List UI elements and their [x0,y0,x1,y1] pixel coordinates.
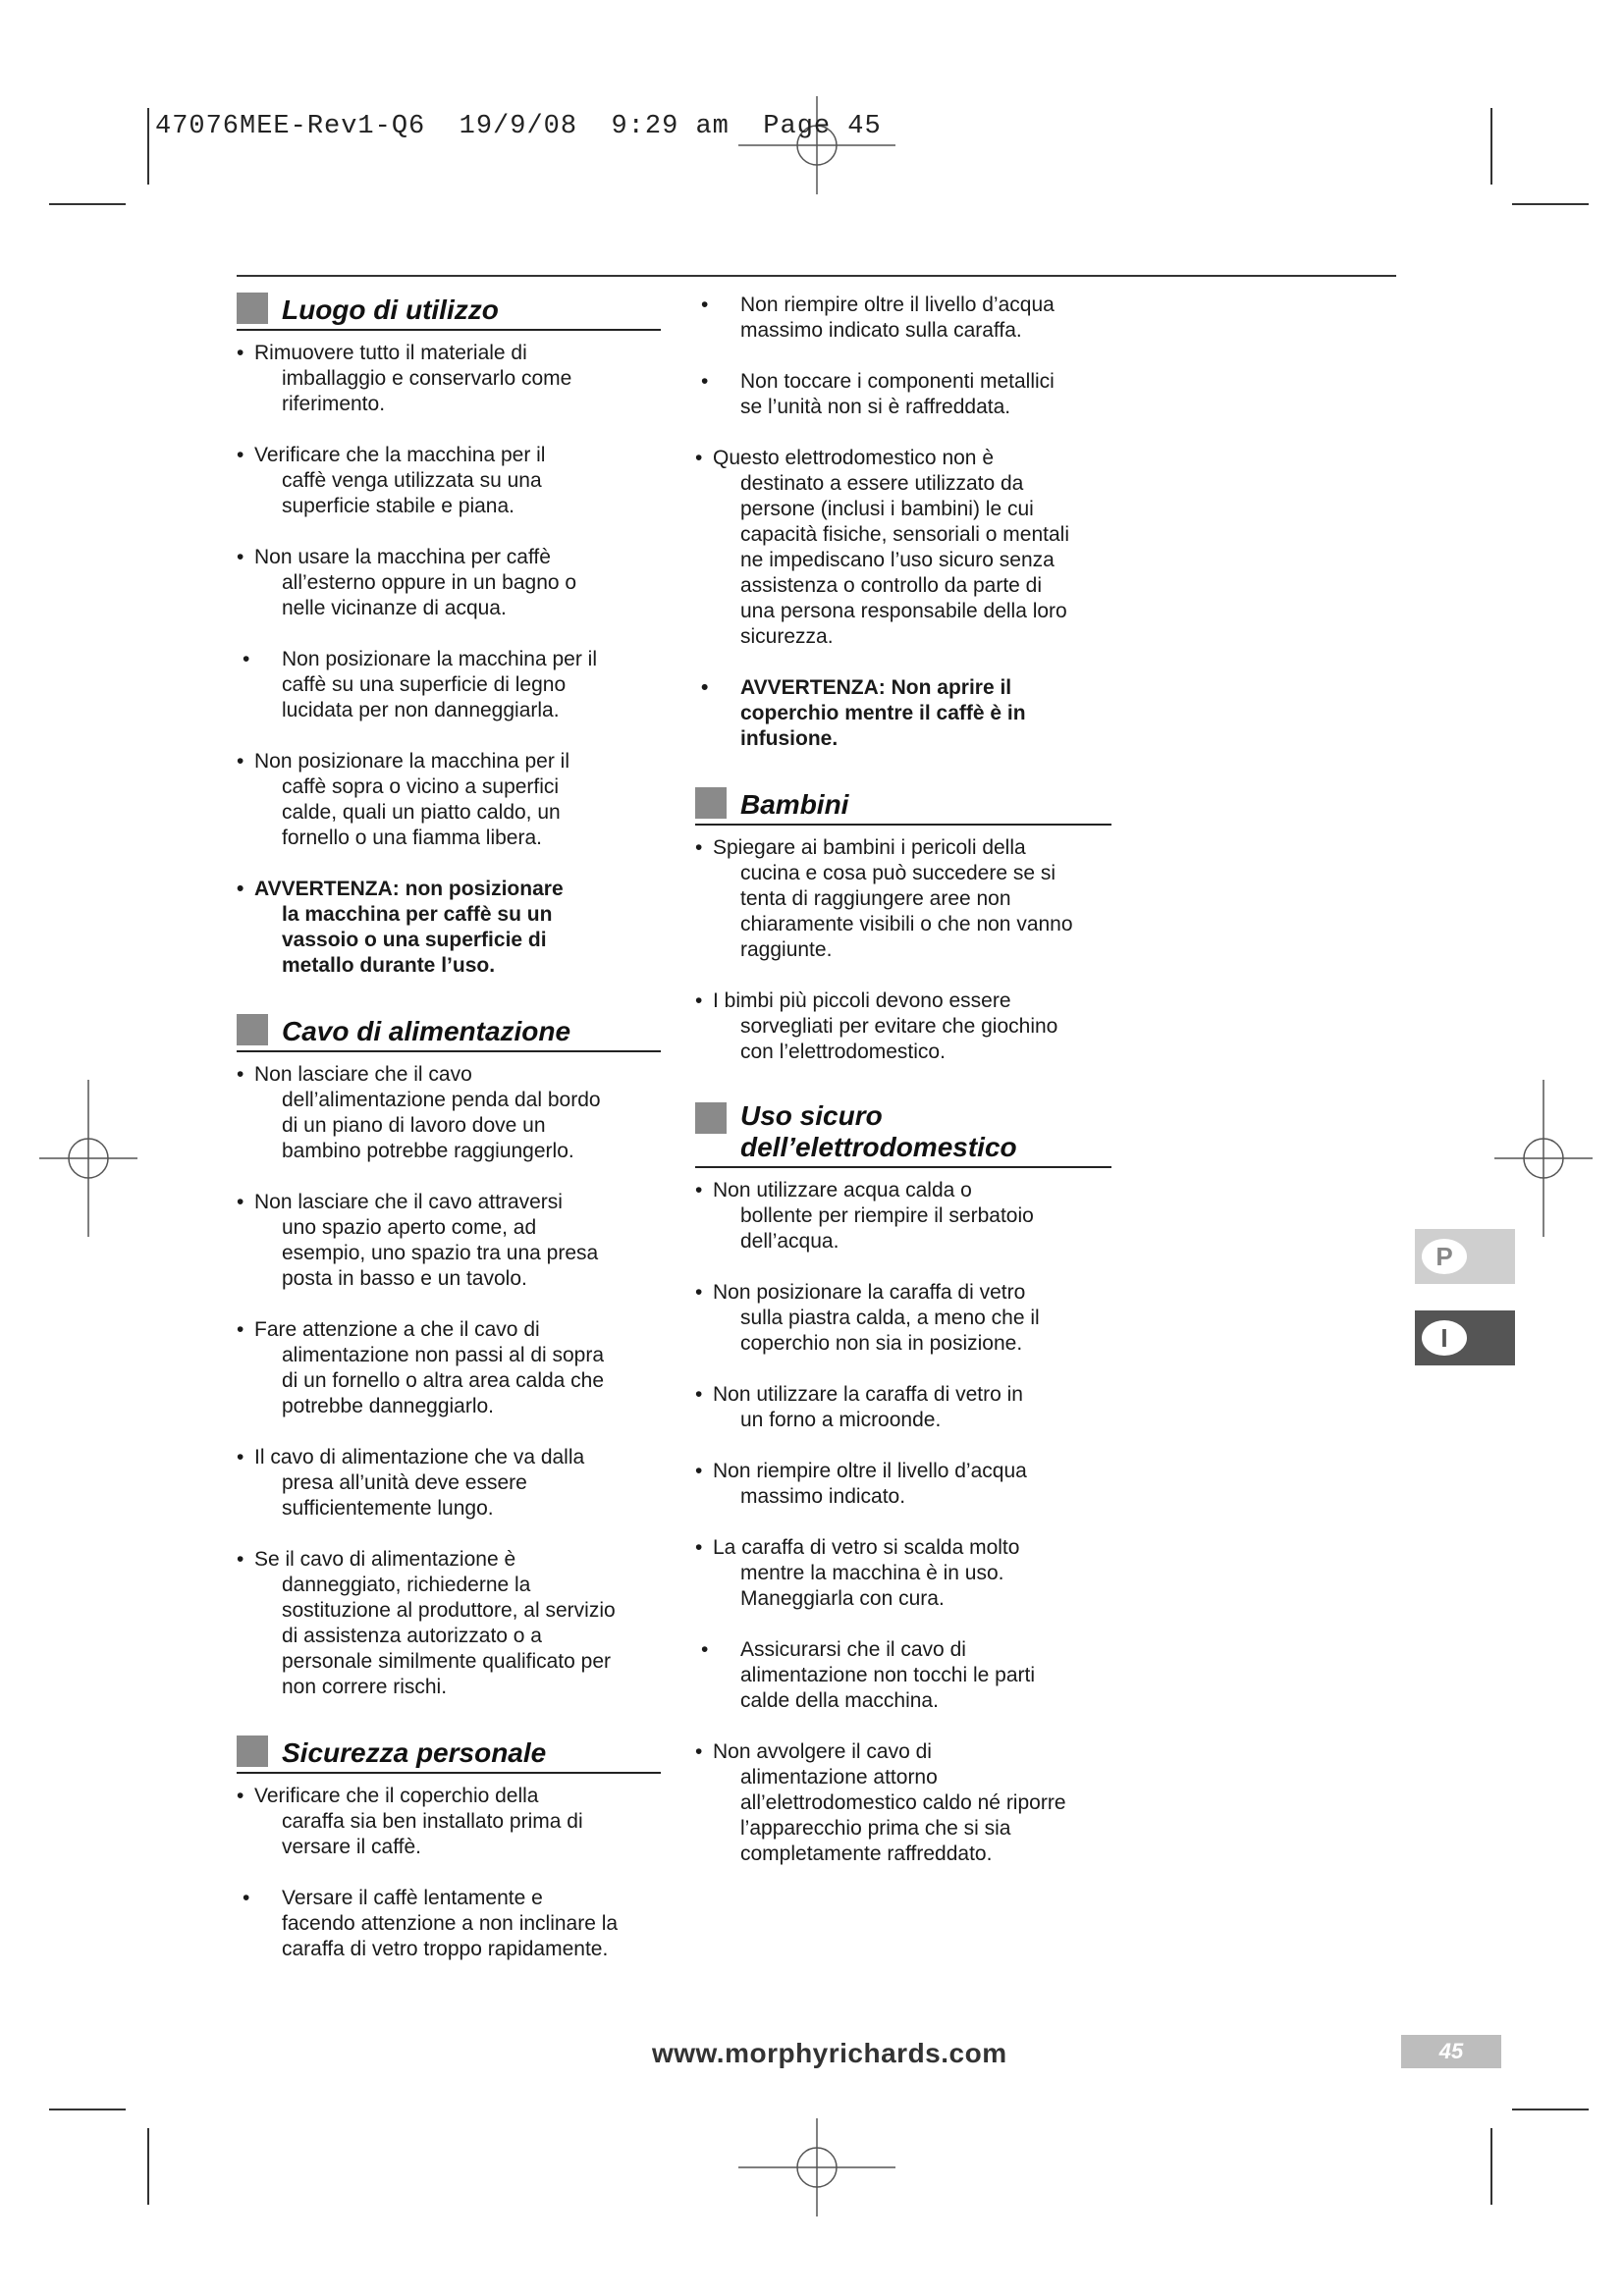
crop-mark [1512,203,1589,205]
item-line: bambino potrebbe raggiungerlo. [282,1140,574,1162]
bullet-icon: • [237,750,244,773]
item-line: potrebbe danneggiarlo. [282,1395,495,1417]
bullet-item [237,1784,661,1860]
item-line: persone (inclusi i bambini) le cui [740,498,1034,520]
item-line: Il cavo di alimentazione che va dalla [254,1446,585,1468]
item-line: Assicurarsi che il cavo di [740,1638,966,1661]
item-line: sufficientemente lungo. [282,1497,494,1520]
section-heading [237,293,661,331]
item-line: imballaggio e conservarlo come [282,367,572,390]
item-line: sostituzione al produttore, al servizio [282,1599,616,1622]
bullet-icon: • [701,294,709,316]
bullet-item [237,1886,661,1962]
registration-mark [39,1080,137,1237]
bullet-icon: • [695,989,703,1012]
bullet-icon: • [237,878,244,900]
bullet-icon: • [701,370,709,393]
item-line: bollente per riempire il serbatoio [740,1204,1034,1227]
bullet-icon: • [237,1191,244,1213]
language-tab-p[interactable] [1415,1229,1515,1284]
item-line: superficie stabile e piana. [282,495,514,517]
item-line: alimentazione non tocchi le parti [740,1664,1036,1686]
item-line: tenta di raggiungere aree non [740,887,1011,910]
tab-label: P [1422,1239,1467,1274]
item-line: capacità fisiche, sensoriali o mentali [740,523,1069,546]
item-line: sulla piastra calda, a meno che il [740,1307,1040,1329]
footer-url: www.morphyrichards.com [652,2038,1007,2068]
item-line: di un piano di lavoro dove un [282,1114,546,1137]
item-line: alimentazione non passi al di sopra [282,1344,605,1366]
heading-square-icon [695,787,727,819]
item-line: un forno a microonde. [740,1409,942,1431]
item-line: completamente raffreddato. [740,1842,993,1865]
item-line: massimo indicato sulla caraffa. [740,319,1022,342]
crop-mark [1512,2109,1589,2110]
bullet-item [237,1547,661,1700]
bullet-icon: • [237,1318,244,1341]
top-rule [237,275,1396,277]
item-line: dell’alimentazione penda dal bordo [282,1089,601,1111]
bullet-icon: • [243,648,250,670]
item-line: metallo durante l’uso. [282,954,496,977]
item-line: una persona responsabile della loro [740,600,1067,622]
bullet-item [695,988,1111,1065]
crop-mark [49,203,126,205]
item-line: personale similmente qualificato per [282,1650,612,1673]
heading-square-icon [237,293,268,324]
section-title: Uso sicuro dell’elettrodomestico [740,1100,1017,1162]
item-line: Non posizionare la macchina per il [282,648,597,670]
item-line: Non posizionare la caraffa di vetro [713,1281,1026,1304]
item-line: mentre la macchina è in uso. [740,1562,1004,1584]
page-number: 45 [1401,2035,1501,2068]
registration-mark [738,96,895,194]
language-tab-i[interactable] [1415,1310,1515,1365]
item-line: Non toccare i componenti metallici [740,370,1055,393]
item-line: assistenza o controllo da parte di [740,574,1043,597]
item-line: calde, quali un piatto caldo, un [282,801,561,824]
item-line: AVVERTENZA: non posizionare [254,878,564,900]
item-line: Non usare la macchina per caffè [254,546,551,568]
bullet-item [695,1637,1111,1714]
section-title: Cavo di alimentazione [282,1016,571,1046]
item-line: Questo elettrodomestico non è [713,447,995,469]
bullet-item [695,835,1111,963]
registration-mark [1494,1080,1593,1237]
bullet-item [237,545,661,621]
bullet-icon: • [237,444,244,466]
bullet-icon: • [695,1179,703,1201]
bullet-item [237,1062,661,1164]
item-line: Non utilizzare acqua calda o [713,1179,972,1201]
item-line: Non lasciare che il cavo [254,1063,472,1086]
section-heading [695,1100,1111,1168]
bullet-icon: • [701,676,709,699]
bullet-icon: • [695,447,703,469]
bullet-icon: • [695,836,703,859]
section [695,293,1111,752]
item-line: Versare il caffè lentamente e [282,1887,543,1909]
item-line: I bimbi più piccoli devono essere [713,989,1011,1012]
bullet-icon: • [237,1548,244,1571]
bullet-item [695,1178,1111,1255]
crop-mark [49,2109,126,2110]
bullet-item [237,443,661,519]
bullet-item [237,1445,661,1522]
bullet-item [695,1280,1111,1357]
section [237,293,661,979]
item-line: fornello o una fiamma libera. [282,827,542,849]
item-line: danneggiato, richiederne la [282,1574,531,1596]
item-line: Verificare che il coperchio della [254,1785,539,1807]
item-line: chiaramente visibili o che non vanno [740,913,1073,935]
item-line: esempio, uno spazio tra una presa [282,1242,599,1264]
bullet-icon: • [237,1446,244,1468]
item-line: l’apparecchio prima che si sia [740,1817,1011,1840]
item-line: ne impediscano l’uso sicuro senza [740,549,1055,571]
item-line: Verificare che la macchina per il [254,444,546,466]
item-line: lucidata per non danneggiarla. [282,699,560,721]
item-line: Fare attenzione a che il cavo di [254,1318,540,1341]
item-line: cucina e cosa può succedere se si [740,862,1056,884]
item-line: massimo indicato. [740,1485,906,1508]
section [695,1100,1111,1867]
crop-mark [1490,2128,1492,2205]
crop-mark [1490,108,1492,185]
bullet-icon: • [695,1383,703,1406]
item-line: nelle vicinanze di acqua. [282,597,507,619]
item-line: AVVERTENZA: Non aprire il [740,676,1012,699]
heading-square-icon [695,1102,727,1134]
section-title: Bambini [740,789,849,820]
item-line: Non utilizzare la caraffa di vetro in [713,1383,1023,1406]
item-line: uno spazio aperto come, ad [282,1216,537,1239]
bullet-icon: • [695,1281,703,1304]
item-line: coperchio mentre il caffè è in [740,702,1026,724]
section [695,787,1111,1065]
bullet-item [695,293,1111,344]
section-heading [237,1014,661,1052]
item-line: caffè su una superficie di legno [282,673,567,696]
item-line: se l’unità non si è raffreddata. [740,396,1011,418]
section [237,1735,661,1962]
bullet-item [695,1535,1111,1612]
item-line: Spiegare ai bambini i pericoli della [713,836,1026,859]
heading-square-icon [237,1735,268,1767]
item-line: vassoio o una superficie di [282,929,547,951]
bullet-icon: • [243,1887,250,1909]
bullet-icon: • [701,1638,709,1661]
item-line: sicurezza. [740,625,834,648]
bullet-icon: • [695,1740,703,1763]
bullet-item [695,1459,1111,1510]
item-line: la macchina per caffè su un [282,903,553,926]
item-line: posta in basso e un tavolo. [282,1267,527,1290]
bullet-icon: • [695,1536,703,1559]
crop-mark [147,108,149,185]
bullet-item [695,1382,1111,1433]
bullet-item [237,647,661,723]
item-line: caraffa sia ben installato prima di [282,1810,583,1833]
item-line: presa all’unità deve essere [282,1471,527,1494]
item-line: facendo attenzione a non inclinare la [282,1912,619,1935]
item-line: destinato a essere utilizzato da [740,472,1024,495]
section-heading [695,787,1111,826]
item-line: alimentazione attorno [740,1766,938,1789]
item-line: all’esterno oppure in un bagno o [282,571,577,594]
bullet-item [237,341,661,417]
bullet-item [237,877,661,979]
item-line: caraffa di vetro troppo rapidamente. [282,1938,609,1960]
item-line: non correre rischi. [282,1676,448,1698]
item-line: Non riempire oltre il livello d’acqua [740,294,1055,316]
section-title: Sicurezza personale [282,1737,547,1768]
item-line: caffè venga utilizzata su una [282,469,542,492]
right-column [695,291,1111,1867]
tab-label: I [1422,1320,1467,1356]
item-line: riferimento. [282,393,386,415]
bullet-item [695,675,1111,752]
item-line: Maneggiarla con cura. [740,1587,945,1610]
item-line: con l’elettrodomestico. [740,1041,946,1063]
bullet-icon: • [237,1063,244,1086]
heading-square-icon [237,1014,268,1045]
item-line: Non avvolgere il cavo di [713,1740,932,1763]
item-line: Se il cavo di alimentazione è [254,1548,516,1571]
item-line: calde della macchina. [740,1689,939,1712]
item-line: di assistenza autorizzato o a [282,1625,542,1647]
bullet-icon: • [237,342,244,364]
registration-mark [738,2118,895,2216]
item-line: Rimuovere tutto il materiale di [254,342,527,364]
bullet-item [695,446,1111,650]
crop-mark [147,2128,149,2205]
item-line: di un fornello o altra area calda che [282,1369,605,1392]
bullet-item [237,1317,661,1419]
bullet-icon: • [695,1460,703,1482]
item-line: Non posizionare la macchina per il [254,750,569,773]
item-line: sorvegliati per evitare che giochino [740,1015,1058,1038]
bullet-item [695,369,1111,420]
item-line: coperchio non sia in posizione. [740,1332,1023,1355]
bullet-item [237,1190,661,1292]
bullet-item [237,749,661,851]
bullet-icon: • [237,546,244,568]
item-line: La caraffa di vetro si scalda molto [713,1536,1020,1559]
section [237,1014,661,1700]
item-line: caffè sopra o vicino a superfici [282,775,560,798]
bullet-item [695,1739,1111,1867]
item-line: Non lasciare che il cavo attraversi [254,1191,563,1213]
item-line: raggiunte. [740,938,833,961]
section-heading [237,1735,661,1774]
print-slug: 47076MEE-Rev1-Q6 19/9/08 9:29 am Page 45 [155,112,882,141]
bullet-icon: • [237,1785,244,1807]
section-title: Luogo di utilizzo [282,294,499,325]
item-line: Non riempire oltre il livello d’acqua [713,1460,1027,1482]
item-line: dell’acqua. [740,1230,839,1253]
item-line: all’elettrodomestico caldo né riporre [740,1791,1066,1814]
item-line: infusione. [740,727,839,750]
left-column [237,291,661,1962]
item-line: versare il caffè. [282,1836,422,1858]
